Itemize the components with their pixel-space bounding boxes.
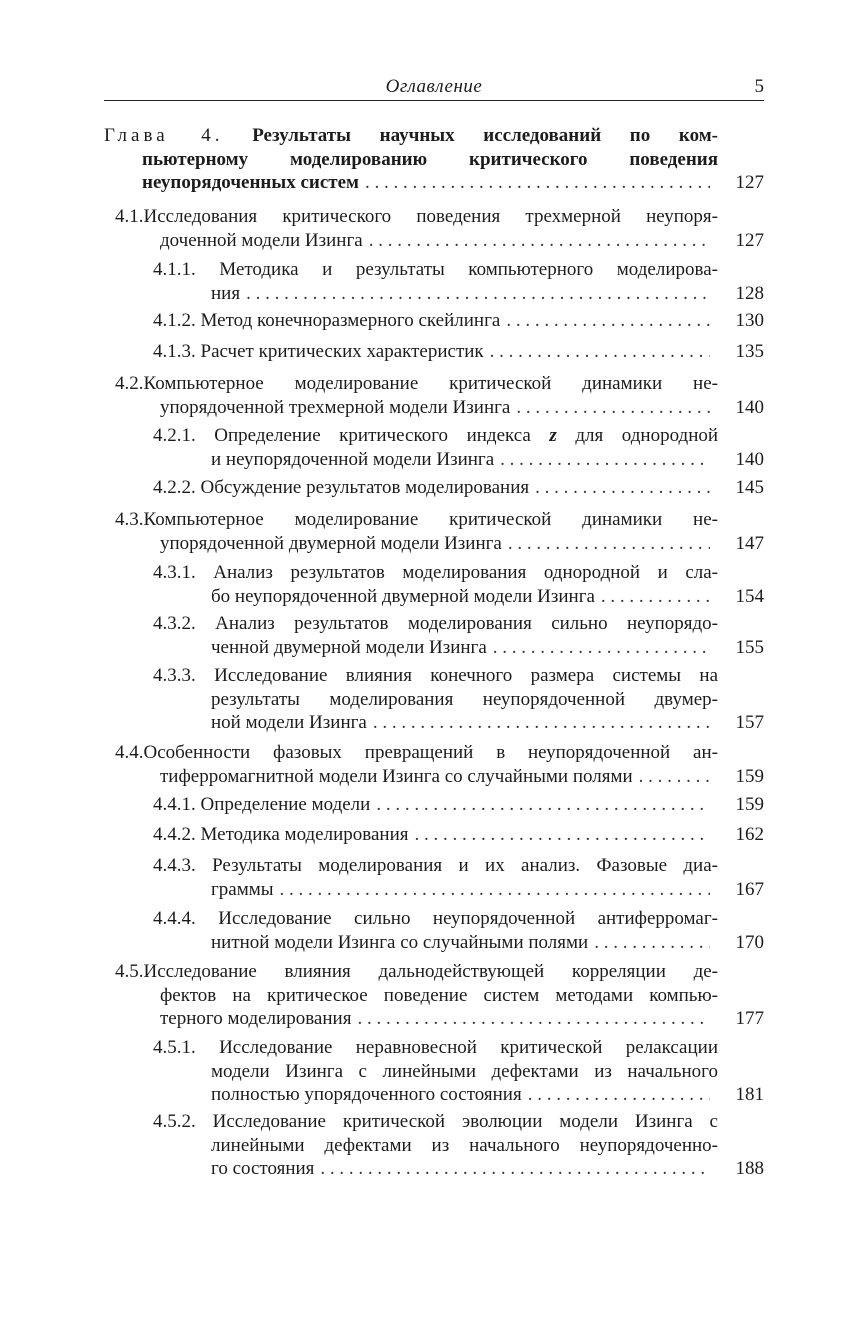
leader-dots xyxy=(357,1007,710,1031)
subsection-page: 154 xyxy=(735,585,764,607)
section-title-last: доченной модели Изинга xyxy=(160,229,363,251)
section-title-line: Особенности фазовых превращений в неупорядоченной ан- xyxy=(143,742,718,763)
subsection-title-line: Исследование критической эволюции модели Изинга с xyxy=(212,1111,718,1132)
subsection-page: 159 xyxy=(735,794,764,815)
section-title-line: Исследования критического поведения трехмерной неупоря- xyxy=(143,206,718,227)
subsection-page: 157 xyxy=(735,712,764,733)
toc-subsection[interactable] xyxy=(153,424,764,471)
subsection-number: 4.4.1. xyxy=(153,794,196,815)
leader-dots xyxy=(369,229,710,253)
leader-dots xyxy=(246,282,710,306)
section-title-line: фектов на критическое поведение систем методами компью- xyxy=(160,984,718,1006)
subsection-page: 135 xyxy=(735,341,764,362)
toc-section[interactable] xyxy=(115,508,764,555)
subsection-title-line: Исследование неравновесной критической релаксации xyxy=(219,1037,718,1058)
subsection-number: 4.4.3. xyxy=(153,855,196,876)
subsection-page: 162 xyxy=(735,824,764,845)
subsection-page: 145 xyxy=(735,477,764,498)
subsection-title-line: Результаты моделирования и их анализ. Фазовые диа- xyxy=(212,855,718,876)
subsection-title-last: Определение модели xyxy=(200,794,371,815)
subsection-page: 167 xyxy=(735,878,764,900)
section-page: 159 xyxy=(735,765,764,787)
chapter-entry[interactable] xyxy=(104,124,764,195)
toc-subsection[interactable] xyxy=(153,309,764,333)
subsection-title-line: результаты моделирования неупорядоченной двумер- xyxy=(211,688,718,710)
subsection-number: 4.2.1. xyxy=(153,425,196,446)
critical-index-symbol: z xyxy=(549,425,557,446)
toc-subsection[interactable] xyxy=(153,1036,764,1107)
leader-dots xyxy=(594,931,710,955)
leader-dots xyxy=(500,448,710,472)
toc-subsection[interactable] xyxy=(153,476,764,500)
leader-dots xyxy=(639,765,710,789)
section-number: 4.4. xyxy=(115,742,144,763)
section-number: 4.5. xyxy=(115,961,144,982)
toc-subsection[interactable] xyxy=(153,561,764,608)
toc-subsection[interactable] xyxy=(153,258,764,305)
chapter-title-line3: неупорядоченных систем xyxy=(142,172,359,193)
chapter-page: 127 xyxy=(735,172,764,193)
subsection-title-line: для однородной xyxy=(575,425,719,446)
subsection-title-line: Анализ результатов моделирования сильно неупорядо- xyxy=(215,613,719,634)
running-head xyxy=(104,74,764,101)
subsection-title-last: Методика моделирования xyxy=(200,824,409,845)
subsection-title-last: ченной двумерной модели Изинга xyxy=(211,636,487,658)
chapter-title-line2: пьютерному моделированию критического поведения xyxy=(142,148,718,170)
subsection-title-line: модели Изинга с линейными дефектами из начального xyxy=(211,1060,718,1082)
page-number: 5 xyxy=(754,76,764,97)
toc-section[interactable] xyxy=(115,741,764,788)
leader-dots xyxy=(506,309,710,333)
leader-dots xyxy=(280,878,710,902)
section-title-last: тиферромагнитной модели Изинга со случайными полями xyxy=(160,765,633,787)
running-title: Оглавление xyxy=(385,76,483,97)
subsection-title-line: Методика и результаты компьютерного моделирова- xyxy=(219,259,718,280)
subsection-page: 181 xyxy=(735,1084,764,1105)
leader-dots xyxy=(535,476,710,500)
section-title-line: Компьютерное моделирование критической динамики не- xyxy=(143,373,718,394)
leader-dots xyxy=(376,793,710,817)
subsection-number: 4.5.2. xyxy=(153,1111,196,1132)
subsection-title-line: линейными дефектами из начального неупорядоченно- xyxy=(211,1134,718,1156)
section-page: 147 xyxy=(735,532,764,554)
subsection-page: 155 xyxy=(735,636,764,658)
subsection-number: 4.4.2. xyxy=(153,824,196,845)
section-number: 4.3. xyxy=(115,509,144,530)
subsection-title-last: бо неупорядоченной двумерной модели Изинга xyxy=(211,585,595,607)
chapter-label: Глава 4. xyxy=(104,125,224,146)
subsection-title-line: Определение критического индекса xyxy=(214,425,531,446)
toc-section[interactable] xyxy=(115,205,764,252)
section-title-last: терного моделирования xyxy=(160,1008,352,1029)
subsection-number: 4.5.1. xyxy=(153,1037,196,1058)
toc-section[interactable] xyxy=(115,372,764,419)
chapter-title-line1: Результаты научных исследований по ком- xyxy=(252,125,719,146)
section-title-last: упорядоченной трехмерной модели Изинга xyxy=(160,396,511,418)
toc-subsection[interactable] xyxy=(153,612,764,659)
subsection-title-last: граммы xyxy=(211,878,274,900)
subsection-title-line: Анализ результатов моделирования однородной и сла- xyxy=(213,562,719,583)
section-page: 127 xyxy=(735,229,764,251)
section-number: 4.2. xyxy=(115,373,144,394)
leader-dots xyxy=(490,340,710,364)
section-title-last: упорядоченной двумерной модели Изинга xyxy=(160,532,502,554)
section-number: 4.1. xyxy=(115,206,144,227)
subsection-title-last: полностью упорядоченного состояния xyxy=(211,1084,522,1105)
subsection-number: 4.3.1. xyxy=(153,562,196,583)
subsection-page: 130 xyxy=(735,310,764,331)
subsection-number: 4.1.1. xyxy=(153,259,196,280)
toc-subsection[interactable] xyxy=(153,664,764,735)
subsection-number: 4.3.3. xyxy=(153,665,196,686)
toc-subsection[interactable] xyxy=(153,1110,764,1181)
leader-dots xyxy=(365,171,710,195)
leader-dots xyxy=(508,532,710,556)
subsection-title-last: Обсуждение результатов моделирования xyxy=(200,477,530,498)
subsection-title-last: Метод конечноразмерного скейлинга xyxy=(200,310,501,331)
section-page: 177 xyxy=(735,1008,764,1029)
subsection-title-last: Расчет критических характеристик xyxy=(200,341,484,362)
subsection-page: 188 xyxy=(735,1158,764,1179)
toc-section[interactable] xyxy=(115,960,764,1031)
section-title-line: Компьютерное моделирование критической динамики не- xyxy=(143,509,718,530)
leader-dots xyxy=(493,636,710,660)
leader-dots xyxy=(373,711,710,735)
subsection-page: 170 xyxy=(735,931,764,953)
toc-subsection[interactable] xyxy=(153,823,764,847)
subsection-number: 4.4.4. xyxy=(153,908,196,929)
toc-subsection[interactable] xyxy=(153,340,764,364)
section-page: 140 xyxy=(735,396,764,418)
subsection-title-line: Исследование влияния конечного размера системы на xyxy=(214,665,718,686)
subsection-title-last: и неупорядоченной модели Изинга xyxy=(211,448,495,470)
leader-dots xyxy=(320,1157,710,1181)
toc-subsection[interactable] xyxy=(153,854,764,901)
subsection-page: 128 xyxy=(735,282,764,304)
toc-subsection[interactable] xyxy=(153,907,764,954)
leader-dots xyxy=(601,585,710,609)
subsection-page: 140 xyxy=(735,448,764,470)
subsection-number: 4.2.2. xyxy=(153,477,196,498)
subsection-title-last: го состояния xyxy=(211,1158,315,1179)
leader-dots xyxy=(528,1083,710,1107)
subsection-title-last: нитной модели Изинга со случайными полями xyxy=(211,931,589,953)
subsection-title-last: ной модели Изинга xyxy=(211,712,367,733)
section-title-line: Исследование влияния дальнодействующей корреляции де- xyxy=(143,961,718,982)
subsection-title-line: Исследование сильно неупорядоченной антиферромаг- xyxy=(218,908,718,929)
subsection-number: 4.1.3. xyxy=(153,341,196,362)
subsection-number: 4.3.2. xyxy=(153,613,196,634)
subsection-title-last: ния xyxy=(211,282,241,304)
leader-dots xyxy=(516,396,710,420)
subsection-number: 4.1.2. xyxy=(153,310,196,331)
toc-subsection[interactable] xyxy=(153,793,764,817)
leader-dots xyxy=(415,823,711,847)
